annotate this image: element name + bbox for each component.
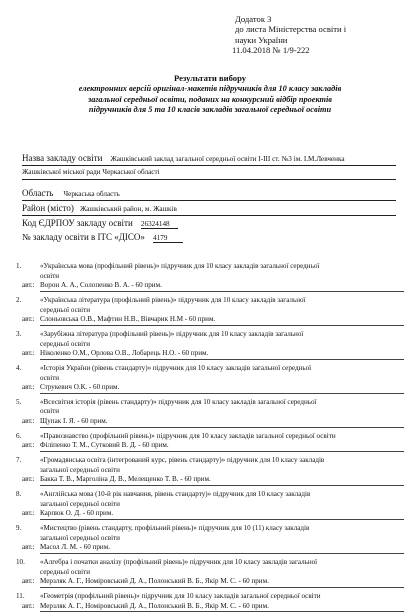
authors-value: Мерзляк А. Г., Номіровський Д. А., Полонський В. Б., Якір М. С. - 60 прим. [40,602,404,613]
textbook-item [14,330,404,360]
authors-value: Щупак І. Я. - 60 прим. [40,417,404,428]
item-title-line: загальної середньої освіти [40,499,120,508]
item-authors-row [14,602,404,613]
authors-value: Масол Л. М. - 60 прим. [40,543,404,554]
authors-label: авт.: [22,417,35,426]
item-title-line: освіти [40,407,60,416]
item-title-line: «Зарубіжна література (профільний рівень)» підручник для 10 класу закладів загальної [40,329,304,338]
item-authors-row [14,475,404,486]
region-label: Область [22,188,54,198]
authors-label: авт.: [22,577,35,586]
item-number: 6. [16,431,22,440]
isuo-label: № закладу освіти в ІТС «ДІСО» [22,232,145,242]
item-number: 3. [16,329,22,338]
document-title [40,73,380,116]
edrpou-field [22,218,222,230]
appendix-date: 11.04.2018 № 1/9-222 [232,45,310,56]
edrpou-value: 26324148 [141,220,178,229]
item-authors-row [14,543,404,554]
item-number: 2. [16,295,22,304]
region-value: Черкаська область [63,190,120,198]
isuo-field [22,232,222,244]
district-label: Район (місто) [22,203,74,213]
authors-value: Ніколенко О.М., Орлова О.В., Лобарець Н.О. - 60 прим. [40,349,404,360]
item-title-line: «Громадянська освіта (інтегрований курс, рівень стандарту)» підручник для 10 класу закладів [40,456,325,465]
item-title-line: «Алгебра і початки аналізу (профільний рівень)» підручник для 10 класу закладів загальної [40,558,318,567]
appendix-note [232,14,395,56]
item-title-line: «Всесвітня історія (рівень стандарту)» підручник для 10 класу закладів загальної середньої [40,397,317,406]
item-title-line: освіти [40,373,60,382]
authors-label: авт.: [22,601,35,610]
appendix-line: до листа Міністерства освіти і [235,24,347,35]
item-authors-row [14,577,404,588]
authors-value: Філіпенко Т. М., Сутковий В. Д. - 60 прим. [40,441,404,452]
textbook-item [14,432,404,452]
item-authors-row [14,315,404,326]
authors-value: Струкевич О.К. - 60 прим. [40,383,404,394]
item-title-line: «Геометрія (профільний рівень)» підручник для 10 класу закладів загальної середньої освіти [40,592,321,601]
title-line: електронних версій оригінал-макетів підручників для 10 класу закладів [78,83,342,93]
edrpou-label: Код ЄДРПОУ закладу освіти [22,218,133,228]
item-title-line: середньої освіти [40,339,91,348]
region-field [22,188,396,201]
item-title-line: «Українська література (профільний рівень)» підручник для 10 класу закладів загальної [40,295,306,304]
textbook-item [14,398,404,428]
appendix-line: Додаток 3 [235,14,272,24]
school-name-value-cont: Жашківської міської ради Черкаської області [22,168,160,176]
authors-value: Слоньовська О.В., Мафтин Н.В., Вівчарик Н.М - 60 прим. [40,315,404,326]
school-info [22,153,396,244]
item-number: 8. [16,490,22,499]
authors-label: авт.: [22,509,35,518]
textbook-item [14,592,404,612]
textbook-item [14,296,404,326]
item-authors-row [14,383,404,394]
item-number: 5. [16,397,22,406]
item-number: 4. [16,363,22,372]
item-title-line: «Правознавство (профільний рівень)» підручник для 10 класу закладів загальної середньої освіти [40,431,336,440]
authors-label: авт.: [22,281,35,290]
school-name-value: Жашківський заклад загальної середньої освіти І-ІІІ ст. №3 ім. І.М.Левченка [110,155,345,163]
item-authors-row [14,349,404,360]
textbook-item [14,262,404,292]
item-title-line: загальної середньої освіти [40,533,120,542]
item-authors-row [14,417,404,428]
item-title-line: «Українська мова (профільний рівень)» підручник для 10 класу закладів загальної середньої [40,262,320,270]
item-title-line: «Мистецтво (рівень стандарту, профільний рівень)» підручник для 10 (11) класу закладів [40,524,310,533]
authors-label: авт.: [22,315,35,324]
school-name-field [22,153,396,166]
item-title-line: «Англійська мова (10-й рік навчання, рівень стандарту)» підручник для 10 класу закладів [40,490,311,499]
authors-value: Карпюк О. Д. - 60 прим. [40,509,404,520]
item-authors-row [14,509,404,520]
item-number: 10. [16,558,25,567]
authors-value: Бакка Т. В., Марголіна Д. В., Мелещенко Т. В. - 60 прим. [40,475,404,486]
item-title-line: освіти [40,271,60,280]
textbook-item [14,490,404,520]
textbook-item [14,524,404,554]
authors-value: Мерзляк А. Г., Номіровський Д. А., Полонський В. Б., Якір М. С. - 60 прим. [40,577,404,588]
textbook-list [14,262,404,616]
item-title-line: загальної середньої освіти [40,465,120,474]
school-name-label: Назва закладу освіти [22,153,103,163]
district-field [22,203,396,216]
isuo-value: 4179 [153,234,183,243]
textbook-item [14,456,404,486]
authors-label: авт.: [22,383,35,392]
authors-label: авт.: [22,349,35,358]
school-name-field-cont [22,167,396,180]
item-authors-row [14,281,404,292]
authors-value: Ворон А. А., Солопенко В. А. - 60 прим. [40,281,404,292]
item-number: 7. [16,456,22,465]
authors-label: авт.: [22,441,35,450]
item-title-line: середньої освіти [40,567,91,576]
authors-label: авт.: [22,543,35,552]
title-head: Результати вибору [173,73,247,83]
textbook-item [14,558,404,588]
item-title-line: «Історія України (рівень стандарту)» підручник для 10 класу закладів загальної середньої [40,363,312,372]
item-authors-row [14,441,404,452]
item-number: 1. [16,262,22,270]
item-title-line: середньої освіти [40,305,91,314]
title-line: підручників для 5 та 10 класів закладів загальної середньої освіти [88,105,332,115]
appendix-line: науки України [235,34,288,45]
district-value: Жашківський район, м. Жашків [79,205,177,213]
title-line: загальної середньої освіти, поданих на конкурсний відбір проектів [87,94,333,104]
item-number: 11. [16,592,25,601]
authors-label: авт.: [22,475,35,484]
item-number: 9. [16,524,22,533]
textbook-item [14,364,404,394]
